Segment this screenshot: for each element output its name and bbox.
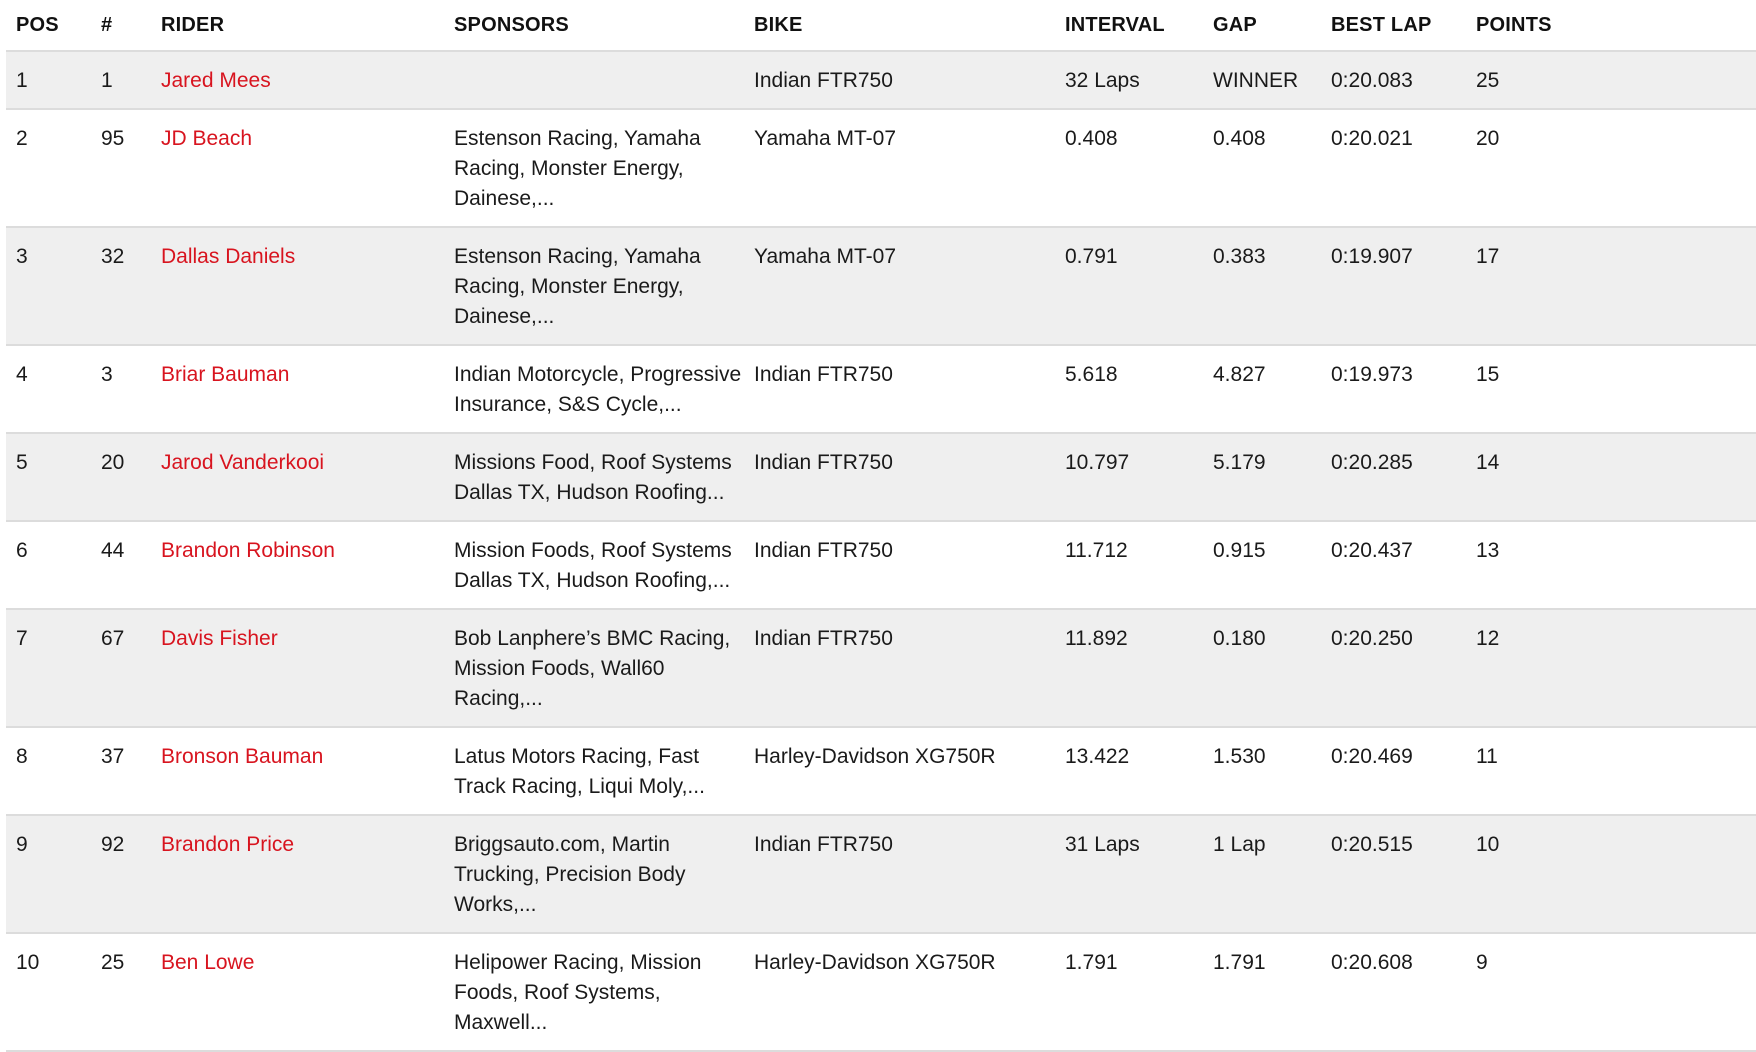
sponsors-value: Mission Foods, Roof Systems Dallas TX, Hudson Roofing,... (454, 539, 732, 592)
bike-cell (744, 609, 1055, 727)
sponsors-value (454, 52, 744, 78)
best-lap-cell (1321, 609, 1466, 727)
bike-value: Harley-Davidson XG750R (754, 951, 996, 974)
gap-cell (1203, 933, 1321, 1051)
number-value: 92 (101, 833, 125, 856)
rider-cell (151, 345, 444, 433)
interval-value: 1.791 (1065, 951, 1118, 974)
interval-cell (1055, 109, 1203, 227)
pos-cell (6, 933, 91, 1051)
interval-cell (1055, 51, 1203, 109)
interval-value: 10.797 (1065, 451, 1130, 474)
interval-value: 5.618 (1065, 363, 1118, 386)
sponsors-value: Missions Food, Roof Systems Dallas TX, Hudson Roofing... (454, 451, 732, 504)
gap-value: 1.791 (1213, 951, 1266, 974)
gap-value: 0.383 (1213, 245, 1266, 268)
best-lap-value: 0:19.973 (1331, 363, 1413, 386)
gap-value: 0.915 (1213, 539, 1266, 562)
rider-cell (151, 227, 444, 345)
rider-cell (151, 433, 444, 521)
gap-cell (1203, 109, 1321, 227)
rider-cell (151, 609, 444, 727)
bike-cell (744, 727, 1055, 815)
header-gap[interactable]: GAP (1203, 0, 1321, 51)
number-value: 20 (101, 451, 125, 474)
gap-value: WINNER (1213, 69, 1299, 92)
interval-cell (1055, 227, 1203, 345)
interval-cell (1055, 815, 1203, 933)
sponsors-cell (444, 521, 744, 609)
points-value: 13 (1476, 539, 1500, 562)
interval-value: 0.791 (1065, 245, 1118, 268)
number-value: 37 (101, 745, 125, 768)
rider-link[interactable]: Briar Bauman (161, 363, 290, 386)
rider-link[interactable]: Dallas Daniels (161, 245, 296, 268)
best-lap-value: 0:20.285 (1331, 451, 1413, 474)
best-lap-cell (1321, 109, 1466, 227)
number-cell (91, 51, 151, 109)
pos-cell (6, 227, 91, 345)
sponsors-cell (444, 345, 744, 433)
points-value: 14 (1476, 451, 1500, 474)
pos-value: 10 (16, 951, 40, 974)
gap-cell (1203, 345, 1321, 433)
pos-value: 4 (16, 363, 28, 386)
gap-cell (1203, 521, 1321, 609)
number-cell (91, 109, 151, 227)
points-value: 9 (1476, 951, 1488, 974)
gap-value: 1.530 (1213, 745, 1266, 768)
best-lap-value: 0:20.021 (1331, 127, 1413, 150)
table-row (6, 433, 1756, 521)
rider-link[interactable]: JD Beach (161, 127, 253, 150)
points-cell (1466, 933, 1756, 1051)
interval-cell (1055, 727, 1203, 815)
number-cell (91, 609, 151, 727)
best-lap-cell (1321, 227, 1466, 345)
best-lap-cell (1321, 345, 1466, 433)
number-cell (91, 521, 151, 609)
sponsors-cell (444, 609, 744, 727)
gap-value: 0.408 (1213, 127, 1266, 150)
points-value: 10 (1476, 833, 1500, 856)
rider-link[interactable]: Jared Mees (161, 69, 271, 92)
interval-value: 31 Laps (1065, 833, 1140, 856)
interval-value: 0.408 (1065, 127, 1118, 150)
sponsors-value: Estenson Racing, Yamaha Racing, Monster Energy, Dainese,... (454, 127, 701, 210)
best-lap-value: 0:20.083 (1331, 69, 1413, 92)
header-best-lap[interactable]: BEST LAP (1321, 0, 1466, 51)
interval-value: 32 Laps (1065, 69, 1140, 92)
table-row (6, 933, 1756, 1051)
number-value: 95 (101, 127, 125, 150)
interval-value: 13.422 (1065, 745, 1130, 768)
bike-cell (744, 51, 1055, 109)
best-lap-value: 0:20.515 (1331, 833, 1413, 856)
points-cell (1466, 51, 1756, 109)
number-value: 44 (101, 539, 125, 562)
sponsors-cell (444, 933, 744, 1051)
bike-value: Indian FTR750 (754, 451, 893, 474)
bike-value: Indian FTR750 (754, 363, 893, 386)
best-lap-cell (1321, 521, 1466, 609)
number-cell (91, 727, 151, 815)
gap-cell (1203, 227, 1321, 345)
bike-value: Indian FTR750 (754, 69, 893, 92)
pos-cell (6, 433, 91, 521)
number-cell (91, 345, 151, 433)
sponsors-cell (444, 109, 744, 227)
interval-value: 11.712 (1065, 539, 1128, 562)
points-value: 15 (1476, 363, 1500, 386)
pos-cell (6, 51, 91, 109)
header-bike[interactable]: BIKE (744, 0, 1055, 51)
table-row (6, 51, 1756, 109)
bike-value: Yamaha MT-07 (754, 245, 897, 268)
points-value: 12 (1476, 627, 1500, 650)
gap-cell (1203, 433, 1321, 521)
points-cell (1466, 433, 1756, 521)
bike-cell (744, 521, 1055, 609)
best-lap-value: 0:20.437 (1331, 539, 1413, 562)
pos-cell (6, 815, 91, 933)
interval-cell (1055, 609, 1203, 727)
number-value: 25 (101, 951, 125, 974)
table-row (6, 609, 1756, 727)
rider-link[interactable]: Bronson Bauman (161, 745, 324, 768)
best-lap-cell (1321, 933, 1466, 1051)
gap-value: 0.180 (1213, 627, 1266, 650)
rider-cell (151, 109, 444, 227)
pos-value: 9 (16, 833, 28, 856)
bike-cell (744, 933, 1055, 1051)
sponsors-cell (444, 51, 744, 109)
bike-value: Indian FTR750 (754, 539, 893, 562)
gap-cell (1203, 609, 1321, 727)
bike-cell (744, 345, 1055, 433)
bike-cell (744, 433, 1055, 521)
number-cell (91, 433, 151, 521)
sponsors-cell (444, 727, 744, 815)
gap-cell (1203, 815, 1321, 933)
pos-value: 3 (16, 245, 28, 268)
table-row (6, 727, 1756, 815)
best-lap-value: 0:19.907 (1331, 245, 1413, 268)
sponsors-cell (444, 815, 744, 933)
table-row (6, 227, 1756, 345)
sponsors-value: Indian Motorcycle, Progressive Insurance, S&S Cycle,... (454, 363, 742, 416)
header-number[interactable]: # (91, 0, 151, 51)
rider-cell (151, 521, 444, 609)
rider-cell (151, 815, 444, 933)
interval-value: 11.892 (1065, 627, 1128, 650)
best-lap-cell (1321, 433, 1466, 521)
number-cell (91, 933, 151, 1051)
points-cell (1466, 345, 1756, 433)
rider-cell (151, 727, 444, 815)
gap-value: 5.179 (1213, 451, 1266, 474)
header-interval[interactable]: INTERVAL (1055, 0, 1203, 51)
table-header-row (6, 0, 1756, 51)
gap-value: 4.827 (1213, 363, 1266, 386)
sponsors-cell (444, 433, 744, 521)
number-value: 32 (101, 245, 125, 268)
rider-cell (151, 933, 444, 1051)
gap-cell (1203, 727, 1321, 815)
points-cell (1466, 227, 1756, 345)
bike-value: Yamaha MT-07 (754, 127, 897, 150)
best-lap-cell (1321, 727, 1466, 815)
rider-link[interactable]: Ben Lowe (161, 951, 255, 974)
pos-cell (6, 345, 91, 433)
table-row (6, 815, 1756, 933)
number-value: 1 (101, 69, 113, 92)
best-lap-value: 0:20.250 (1331, 627, 1413, 650)
points-value: 25 (1476, 69, 1500, 92)
bike-cell (744, 227, 1055, 345)
pos-value: 1 (16, 69, 28, 92)
header-points[interactable]: POINTS (1466, 0, 1756, 51)
sponsors-value: Latus Motors Racing, Fast Track Racing, Liqui Moly,... (454, 745, 705, 798)
pos-cell (6, 109, 91, 227)
table-row (6, 345, 1756, 433)
points-value: 17 (1476, 245, 1500, 268)
bike-value: Harley-Davidson XG750R (754, 745, 996, 768)
bike-cell (744, 815, 1055, 933)
points-value: 11 (1476, 745, 1498, 768)
sponsors-value: Bob Lanphere’s BMC Racing, Mission Foods, Wall60 Racing,... (454, 627, 731, 710)
header-pos[interactable]: POS (6, 0, 91, 51)
gap-value: 1 Lap (1213, 833, 1266, 856)
rider-link[interactable]: Brandon Robinson (161, 539, 335, 562)
points-cell (1466, 109, 1756, 227)
header-sponsors[interactable]: SPONSORS (444, 0, 744, 51)
pos-value: 8 (16, 745, 28, 768)
points-cell (1466, 609, 1756, 727)
best-lap-value: 0:20.469 (1331, 745, 1413, 768)
best-lap-cell (1321, 815, 1466, 933)
pos-cell (6, 609, 91, 727)
pos-cell (6, 521, 91, 609)
rider-cell (151, 51, 444, 109)
number-cell (91, 815, 151, 933)
interval-cell (1055, 521, 1203, 609)
points-value: 20 (1476, 127, 1500, 150)
header-rider[interactable]: RIDER (151, 0, 444, 51)
bike-value: Indian FTR750 (754, 833, 893, 856)
table-row (6, 521, 1756, 609)
rider-link[interactable]: Davis Fisher (161, 627, 278, 650)
number-value: 3 (101, 363, 113, 386)
pos-value: 7 (16, 627, 28, 650)
table-row (6, 109, 1756, 227)
points-cell (1466, 521, 1756, 609)
points-cell (1466, 815, 1756, 933)
pos-value: 5 (16, 451, 28, 474)
bike-value: Indian FTR750 (754, 627, 893, 650)
gap-cell (1203, 51, 1321, 109)
sponsors-value: Estenson Racing, Yamaha Racing, Monster Energy, Dainese,... (454, 245, 701, 328)
pos-value: 2 (16, 127, 28, 150)
pos-cell (6, 727, 91, 815)
interval-cell (1055, 345, 1203, 433)
rider-link[interactable]: Jarod Vanderkooi (161, 451, 325, 474)
sponsors-cell (444, 227, 744, 345)
best-lap-cell (1321, 51, 1466, 109)
interval-cell (1055, 433, 1203, 521)
rider-link[interactable]: Brandon Price (161, 833, 295, 856)
best-lap-value: 0:20.608 (1331, 951, 1413, 974)
sponsors-value: Helipower Racing, Mission Foods, Roof Systems, Maxwell... (454, 951, 702, 1034)
bike-cell (744, 109, 1055, 227)
interval-cell (1055, 933, 1203, 1051)
pos-value: 6 (16, 539, 28, 562)
number-cell (91, 227, 151, 345)
sponsors-value: Briggsauto.com, Martin Trucking, Precision Body Works,... (454, 833, 686, 916)
number-value: 67 (101, 627, 125, 650)
points-cell (1466, 727, 1756, 815)
race-results-table (6, 0, 1756, 1052)
